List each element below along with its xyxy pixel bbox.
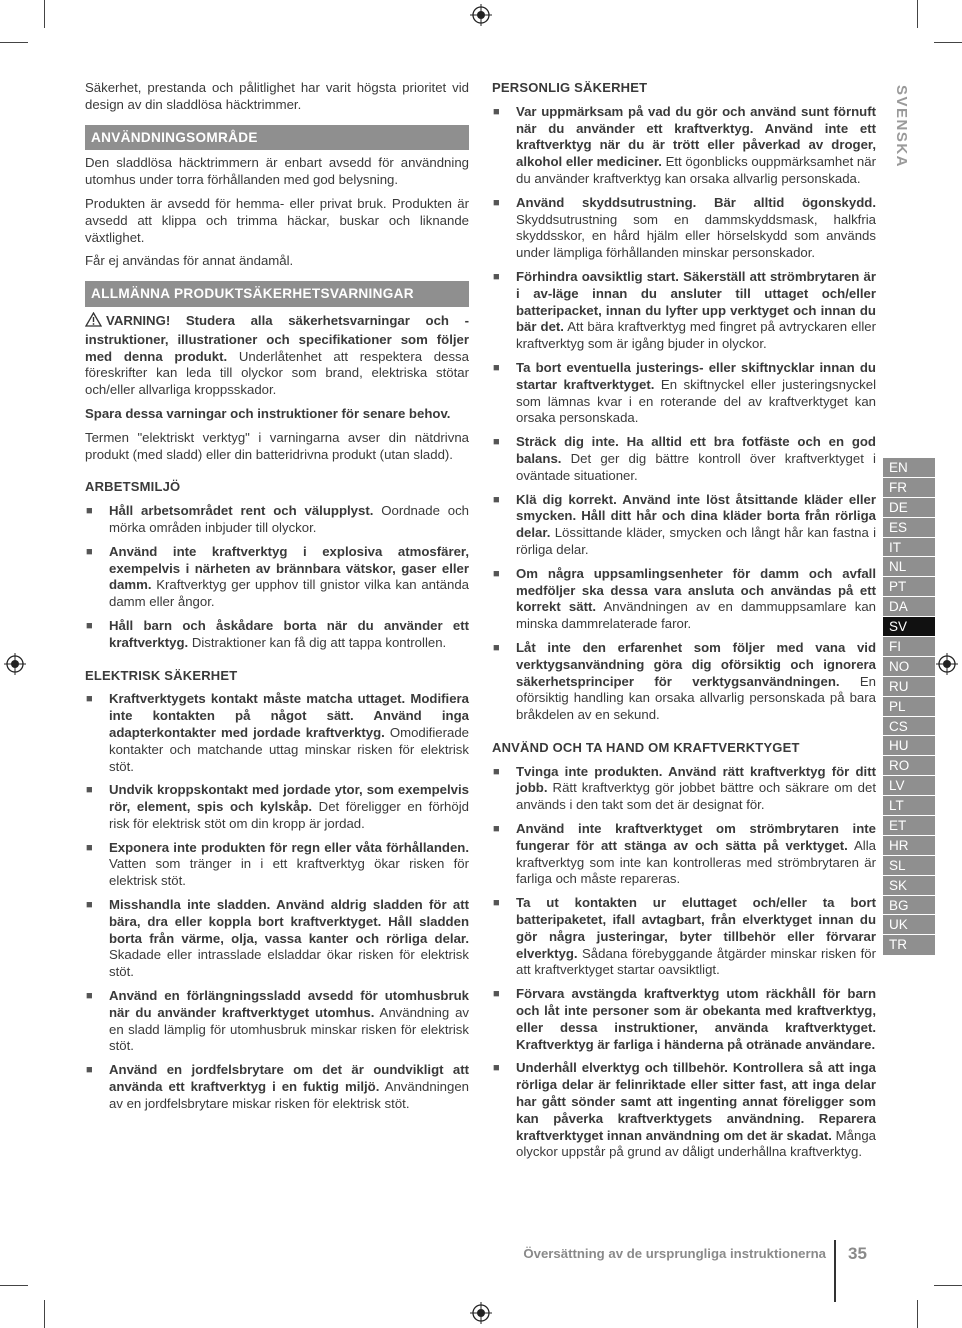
bullet-square-icon: ■ xyxy=(86,545,93,558)
item-text: Lössittande kläder, smycken och långt hår kan fastna i rörliga delar. xyxy=(516,525,876,557)
bullet-square-icon: ■ xyxy=(493,196,500,209)
warning-bold-text: VARNING! Studera alla säkerhetsvarningar och -instruktioner, illustrationer och specifikationer som följer med denna produkt. xyxy=(85,312,469,364)
right-column xyxy=(492,80,876,1168)
list-item xyxy=(85,544,469,611)
bullet-square-icon: ■ xyxy=(86,784,93,797)
usage-text: Den sladdlösa häcktrimmern är enbart avsedd för användning utomhus under torra förhållanden med god belysning. xyxy=(85,155,469,188)
item-bold: Sträck dig inte. Ha alltid ett bra fotfäste och en god balans. xyxy=(516,434,876,466)
language-tab-no[interactable]: NO xyxy=(883,657,935,677)
item-text: En oförsiktig handling kan orsaka allvarlig personskada på bara bråkdelen av en sekund. xyxy=(516,673,876,723)
language-tab-pt[interactable]: PT xyxy=(883,577,935,597)
usage-text: Får ej användas för annat ändamål. xyxy=(85,253,294,269)
language-tab-sl[interactable]: SL xyxy=(883,856,935,876)
item-bold: Underhåll elverktyg och tillbehör. Kontrollera så att inga rörliga delar är felinriktade eller sitter fast, att inga delar har gått sönder samt att ingenting annat föreligger som kan påverka kraftverktygets användning. Reparera kraftverktyget innan användning om det är skadat. xyxy=(516,1060,876,1143)
tool-care-heading: ANVÄND OCH TA HAND OM KRAFTVERKTYGET xyxy=(492,739,800,755)
item-text: Att bära kraftverktyg med fingret på avtryckaren eller kraftverktyg som är igång bjuder in olyckor. xyxy=(516,319,876,352)
list-item xyxy=(492,434,876,484)
item-text: Kraftverktyg ger upphov till gnistor vilka kan antända damm eller ångor. xyxy=(109,577,469,610)
list-item xyxy=(85,782,469,832)
language-tab-de[interactable]: DE xyxy=(883,498,935,518)
language-tab-en[interactable]: EN xyxy=(883,458,935,478)
bullet-square-icon: ■ xyxy=(86,693,93,706)
list-item xyxy=(492,360,876,427)
item-bold: Ta ut kontakten ur eluttaget och/eller ta bort batteripaketet, ifall avtagbart, från elverktyget innan du gör några justeringar, byter tillbehör eller förvarar elverktyg. xyxy=(516,895,876,961)
list-item xyxy=(85,988,469,1055)
list-item xyxy=(492,640,876,724)
list-item xyxy=(492,895,876,979)
bullet-square-icon: ■ xyxy=(493,765,500,778)
registration-mark-icon xyxy=(4,653,26,675)
language-tab-ru[interactable]: RU xyxy=(883,677,935,697)
list-item xyxy=(492,104,876,188)
usage-heading: ANVÄNDNINGSOMRÅDE xyxy=(85,125,469,151)
bullet-square-icon: ■ xyxy=(86,1064,93,1077)
crop-mark xyxy=(917,0,918,28)
bullet-square-icon: ■ xyxy=(86,505,93,518)
item-text: Det föreligger en förhöjd risk för elektrisk stöt om din kropp är jordad. xyxy=(109,799,469,831)
save-instructions xyxy=(85,406,469,423)
save-instructions-text: Spara dessa varningar och instruktioner för senare behov. xyxy=(85,405,451,421)
crop-mark xyxy=(0,1285,28,1286)
list-item xyxy=(85,618,469,652)
personal-safety-heading: PERSONLIG SÄKERHET xyxy=(492,80,648,95)
item-bold: Förhindra oavsiktlig start. Säkerställ att strömbrytaren är i av-läge innan du ansluter till uttaget och/eller batteripacket, innan du lyfter upp verktyget och innan du bär det. xyxy=(516,268,876,335)
item-text: Alla kraftverktyg som inte kan kontrolleras med strömbrytaren är farliga och måste repareras. xyxy=(516,837,876,887)
usage-text: Produkten är avsedd för hemma- eller privat bruk. Produkten är avsedd att klippa och trimma häckar, buskar och liknande växtlighet. xyxy=(85,195,469,245)
item-text: En skiftnyckel eller justeringsnyckel som lämnas kvar i en roterande del av kraftverktyget kan orsaka personskada. xyxy=(516,376,876,426)
language-tab-it[interactable]: IT xyxy=(883,538,935,558)
item-text: Ett ögonblicks ouppmärksamhet när du använder kraftverktyg kan orsaka allvarlig personskada. xyxy=(516,154,876,186)
language-tab-lv[interactable]: LV xyxy=(883,776,935,796)
bullet-square-icon: ■ xyxy=(86,990,93,1003)
electrical-list xyxy=(85,691,469,1112)
bullet-square-icon: ■ xyxy=(493,436,500,449)
item-bold: Om några uppsamlingsenheter för damm och avfall medföljer ska dessa vara ansluta och användas på ett korrekt sätt. xyxy=(516,565,876,615)
item-bold: Tvinga inte produkten. Använd rätt kraftverktyg för ditt jobb. xyxy=(516,763,876,796)
item-bold: Håll barn och åskådare borta när du använder ett kraftverktyg. xyxy=(109,617,469,650)
item-bold: Var uppmärksam på vad du gör och använd sunt förnuft när du använder ett kraftverktyg. Använd inte ett kraftverktyg när du är trött eller påverkad av droger, alkohol eller mediciner. xyxy=(516,103,876,170)
language-tabs xyxy=(883,458,935,955)
language-tab-pl[interactable]: PL xyxy=(883,697,935,717)
list-item xyxy=(492,1060,876,1161)
crop-mark xyxy=(44,1300,45,1328)
language-tab-et[interactable]: ET xyxy=(883,816,935,836)
bullet-square-icon: ■ xyxy=(493,823,500,836)
language-side-label: SVENSKA xyxy=(893,85,910,169)
item-bold: Håll arbetsområdet rent och välupplyst. xyxy=(109,503,374,519)
item-text: Skyddsutrustning som en dammskyddsmask, halkfria skyddsskor, en hård hjälm eller hörselskydd som används under lämpliga förhållanden minskar personskador. xyxy=(516,211,876,261)
bullet-square-icon: ■ xyxy=(86,899,93,912)
bullet-square-icon: ■ xyxy=(493,1062,500,1075)
item-text: Många olyckor uppstår på grund av dåligt underhållna kraftverktyg. xyxy=(516,1127,876,1160)
bullet-square-icon: ■ xyxy=(493,270,500,283)
registration-mark-icon xyxy=(470,1302,492,1324)
footer-text: Översättning av de ursprungliga instruktionerna xyxy=(523,1246,826,1261)
bullet-square-icon: ■ xyxy=(493,105,500,118)
general-warnings-heading: ALLMÄNNA PRODUKTSÄKERHETSVARNINGAR xyxy=(85,281,469,307)
crop-mark xyxy=(917,1300,918,1328)
item-bold: Kraftverktygets kontakt måste matcha uttaget. Modifiera inte kontakten på något sätt. Använd inga adapterkontakter med jordade kraftverktyg. xyxy=(109,691,469,740)
item-bold: Exponera inte produkten för regn eller våta förhållanden. xyxy=(109,839,469,855)
language-tab-cs[interactable]: CS xyxy=(883,717,935,737)
crop-mark xyxy=(0,42,28,43)
bullet-square-icon: ■ xyxy=(493,988,500,1001)
language-tab-ro[interactable]: RO xyxy=(883,756,935,776)
item-bold: Klä dig korrekt. Använd inte löst åtsittande kläder eller smycken. Håll ditt hår och dina kläder borta från rörliga delar. xyxy=(516,491,876,541)
item-bold: Låt inte den erfarenhet som följer med vana vid verktygsanvändning göra dig oförsiktig och ignorera säkerhetsprinciper för verktygsanvändningen. xyxy=(516,639,876,689)
language-tab-bg[interactable]: BG xyxy=(883,896,935,916)
item-bold: Misshandla inte sladden. Använd aldrig sladden för att bära, dra eller koppla bort kraftverktyget. Håll sladden borta från värme, olja, vassa kanter och rörliga delar. xyxy=(109,897,469,946)
bullet-square-icon: ■ xyxy=(493,361,500,374)
bullet-square-icon: ■ xyxy=(493,897,500,910)
language-tab-nl[interactable]: NL xyxy=(883,557,935,577)
item-bold: Förvara avstängda kraftverktyg utom räckhåll för barn och låt inte personer som är obekanta med kraftverktyg, eller dessa instruktioner, använda kraftverktyget. Kraftverktyg är farliga i händerna på otränade användare. xyxy=(516,986,876,1052)
item-bold: Använd skyddsutrustning. Bär alltid ögonskydd. xyxy=(516,194,876,210)
personal-safety-list xyxy=(492,104,876,724)
bullet-square-icon: ■ xyxy=(493,493,500,506)
language-tab-fr[interactable]: FR xyxy=(883,478,935,498)
crop-mark xyxy=(934,1285,962,1286)
language-tab-tr[interactable]: TR xyxy=(883,935,935,955)
language-tab-uk[interactable]: UK xyxy=(883,915,935,935)
item-bold: Ta bort eventuella justerings- eller skiftnycklar innan du startar kraftverktyget. xyxy=(516,359,876,392)
item-text: Användning av en sladd lämplig för utomhusbruk minskar risken för elektrisk stöt. xyxy=(109,1004,469,1054)
item-text: Sådana förebyggande åtgärder minskar risken för att kraftverktyget startar oavsiktligt. xyxy=(516,945,876,978)
footer-divider xyxy=(834,1240,836,1302)
language-tab-da[interactable]: DA xyxy=(883,597,935,617)
warning-paragraph xyxy=(85,312,469,399)
item-text: Omodifierade kontakter och matchande uttag minskar risken för elektrisk stöt. xyxy=(109,724,470,774)
crop-mark xyxy=(934,42,962,43)
item-bold: Använd en förlängningssladd avsedd för utomhusbruk när du använder kraftverktyget utomhus. xyxy=(109,988,469,1020)
bullet-square-icon: ■ xyxy=(493,567,500,580)
warning-triangle-icon xyxy=(85,312,102,332)
crop-mark xyxy=(44,0,45,28)
item-bold: Använd en jordfelsbrytare om det är oundvikligt att använda ett kraftverktyg i en fuktig miljö. xyxy=(109,1062,469,1095)
page-number: 35 xyxy=(848,1244,867,1263)
list-item xyxy=(85,503,469,537)
warning-text: Underlåtenhet att respektera dessa föreskrifter kan leda till olyckor som brand, elektriska stötar och/eller allvarliga kroppsskador. xyxy=(85,348,469,398)
list-item xyxy=(85,1062,469,1112)
list-item xyxy=(492,492,876,559)
bullet-square-icon: ■ xyxy=(493,641,500,654)
language-tab-lt[interactable]: LT xyxy=(883,796,935,816)
language-tab-fi[interactable]: FI xyxy=(883,637,935,657)
intro-text: Säkerhet, prestanda och pålitlighet har varit högsta prioritet vid design av din sladdlösa häcktrimmer. xyxy=(85,80,469,112)
work-area-heading: ARBETSMILJÖ xyxy=(85,479,181,495)
tool-care-list xyxy=(492,764,876,1162)
registration-mark-icon xyxy=(470,4,492,26)
bullet-square-icon: ■ xyxy=(86,841,93,854)
item-bold: Använd inte kraftverktyg i explosiva atmosfärer, exempelvis i närheten av brännbara vätskor, gaser eller damm. xyxy=(109,543,469,593)
list-item xyxy=(492,821,876,888)
item-text: Användningen av en jordfelsbrytare miskar risken för elektrisk stöt. xyxy=(109,1079,469,1111)
work-area-list xyxy=(85,503,469,651)
list-item xyxy=(492,195,876,262)
bullet-square-icon: ■ xyxy=(86,619,93,632)
list-item xyxy=(85,840,469,890)
list-item xyxy=(85,691,469,775)
list-item xyxy=(492,269,876,353)
language-tab-hu[interactable]: HU xyxy=(883,736,935,756)
item-text: Användningen av en dammuppsamlare kan minska dammrelaterade faror. xyxy=(516,599,876,632)
language-tab-sv[interactable]: SV xyxy=(883,617,935,637)
term-definition: Termen "elektriskt verktyg" i varningarna avser din nätdrivna produkt (med sladd) eller din batteridrivna produkt (utan sladd). xyxy=(85,429,469,462)
left-column xyxy=(85,80,469,1120)
item-text: Oordnade och mörka områden inbjuder till olyckor. xyxy=(109,503,470,535)
item-text: Distraktioner kan få dig att tappa kontrollen. xyxy=(188,634,447,650)
item-text: Det ger dig bättre kontroll över kraftverktyget i oväntade situationer. xyxy=(516,450,876,483)
item-text: Rätt kraftverktyg gör jobbet bättre och säkrare om det används i den takt som det är designat för. xyxy=(516,780,876,813)
list-item xyxy=(85,897,469,981)
list-item xyxy=(492,764,876,814)
list-item xyxy=(492,986,876,1053)
language-tab-hr[interactable]: HR xyxy=(883,836,935,856)
item-text: Vatten som tränger in i ett kraftverktyg ökar risken för elektrisk stöt. xyxy=(109,856,469,889)
list-item xyxy=(492,566,876,633)
item-bold: Undvik kroppskontakt med jordade ytor, som exempelvis rör, element, spis och kylskåp. xyxy=(109,782,469,815)
item-bold: Använd inte kraftverktyget om strömbrytaren inte fungerar för att stänga av och sätta på verktyget. xyxy=(516,821,876,853)
electrical-heading: ELEKTRISK SÄKERHET xyxy=(85,667,238,683)
language-tab-es[interactable]: ES xyxy=(883,518,935,538)
registration-mark-icon xyxy=(936,653,958,675)
language-tab-sk[interactable]: SK xyxy=(883,876,935,896)
item-text: Skadade eller intrasslade elsladdar ökar risken för elektrisk stöt. xyxy=(109,947,469,980)
